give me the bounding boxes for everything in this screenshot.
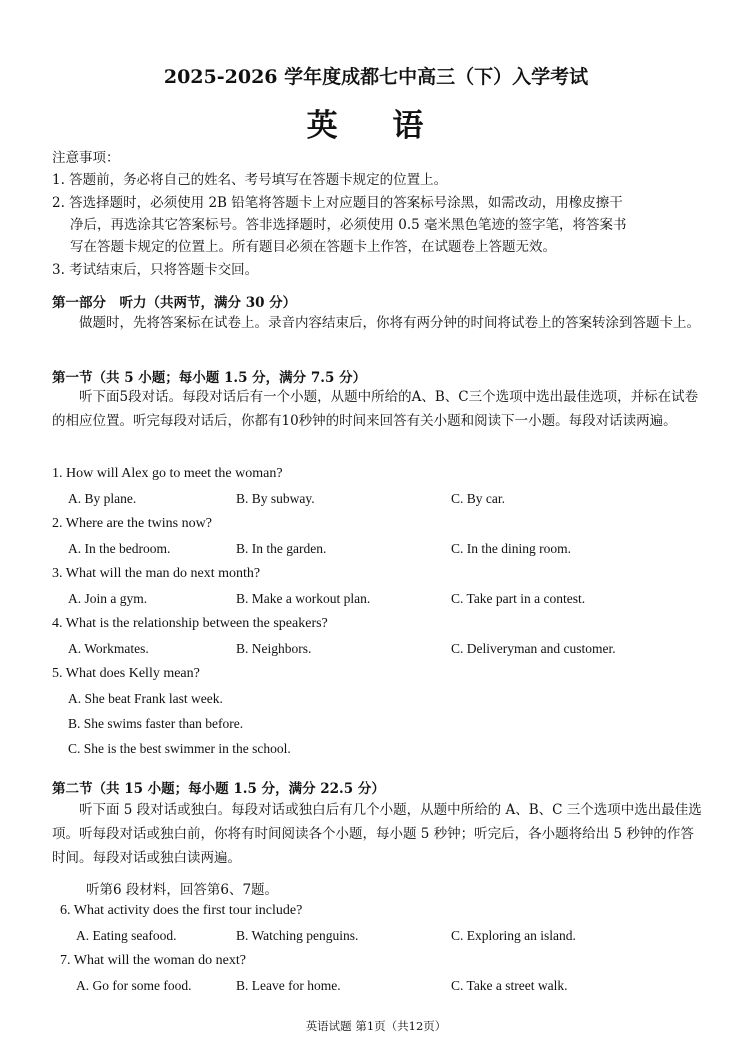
section1-heading: 第一节（共 5 小题；每小题 1.5 分，满分 7.5 分） bbox=[52, 370, 367, 386]
question-3: 3. What will the man do next month? bbox=[52, 566, 261, 581]
q4-option-b: B. Neighbors. bbox=[236, 641, 312, 656]
part1-heading: 第一部分 听力（共两节，满分 30 分） bbox=[52, 295, 297, 311]
question-2: 2. Where are the twins now? bbox=[52, 516, 212, 531]
section2-intro: 听下面 5 段对话或独白。每段对话或独白后有几个小题，从题中所给的 A、B、C 三个选项中选出最佳选项。听每段对话或独白前，你将有时间阅读各个小题，每小题 5 秒钟；听完后，各小题将给出 5 秒钟的作答时间。每段对话或独白读两遍。 bbox=[52, 802, 702, 866]
q3-option-a: A. Join a gym. bbox=[68, 591, 148, 606]
question-4: 4. What is the relationship between the speakers? bbox=[52, 616, 328, 631]
q4-option-a: A. Workmates. bbox=[68, 641, 149, 656]
q5-option-a: A. She beat Frank last week. bbox=[68, 691, 223, 706]
q3-option-b: B. Make a workout plan. bbox=[236, 591, 371, 606]
note-item: 3. 考试结束后，只将答题卡交回。 bbox=[52, 262, 259, 278]
notes-heading: 注意事项： bbox=[52, 150, 120, 166]
subject-title: 英 语 bbox=[306, 108, 446, 144]
q7-option-a: A. Go for some food. bbox=[76, 978, 192, 993]
q1-option-a: A. By plane. bbox=[68, 491, 137, 506]
q6-option-c: C. Exploring an island. bbox=[451, 928, 576, 943]
note-item: 2. 答选择题时，必须使用 2B 铅笔将答题卡上对应题目的答案标号涂黑，如需改动，用橡皮擦干 bbox=[52, 195, 623, 211]
q2-option-a: A. In the bedroom. bbox=[68, 541, 171, 556]
q6-option-a: A. Eating seafood. bbox=[76, 928, 177, 943]
note-item: 1. 答题前，务必将自己的姓名、考号填写在答题卡规定的位置上。 bbox=[52, 172, 448, 188]
q5-option-b: B. She swims faster than before. bbox=[68, 716, 244, 731]
part1-intro: 做题时，先将答案标在试卷上。录音内容结束后，你将有两分钟的时间将试卷上的答案转涂到答题卡上。 bbox=[79, 315, 700, 331]
section1-intro: 听下面5段对话。每段对话后有一个小题，从题中所给的A、B、C三个选项中选出最佳选项，并标在试卷的相应位置。听完每段对话后，你都有10秒钟的时间来回答有关小题和阅读下一小题。每段对话读两遍。 bbox=[52, 389, 699, 429]
q2-option-b: B. In the garden. bbox=[236, 541, 327, 556]
exam-title: 2025-2026 学年度成都七中高三（下）入学考试 bbox=[163, 66, 589, 88]
page-footer: 英语试题 第1页（共12页） bbox=[305, 1019, 447, 1033]
q7-option-b: B. Leave for home. bbox=[236, 978, 341, 993]
q4-option-c: C. Deliveryman and customer. bbox=[451, 641, 616, 656]
question-5: 5. What does Kelly mean? bbox=[52, 666, 200, 681]
question-7: 7. What will the woman do next? bbox=[60, 953, 246, 968]
material-note: 听第6 段材料，回答第6、7题。 bbox=[86, 882, 279, 898]
note-item: 净后，再选涂其它答案标号。答非选择题时，必须使用 0.5 毫米黑色笔迹的签字笔，将答案书 bbox=[70, 217, 627, 233]
note-item: 写在答题卡规定的位置上。所有题目必须在答题卡上作答，在试题卷上答题无效。 bbox=[70, 239, 556, 255]
q5-option-c: C. She is the best swimmer in the school. bbox=[68, 741, 291, 756]
q1-option-c: C. By car. bbox=[451, 491, 505, 506]
q1-option-b: B. By subway. bbox=[236, 491, 315, 506]
q3-option-c: C. Take part in a contest. bbox=[451, 591, 586, 606]
section2-heading: 第二节（共 15 小题；每小题 1.5 分，满分 22.5 分） bbox=[52, 781, 385, 797]
question-1: 1. How will Alex go to meet the woman? bbox=[52, 466, 283, 481]
q2-option-c: C. In the dining room. bbox=[451, 541, 571, 556]
q6-option-b: B. Watching penguins. bbox=[236, 928, 359, 943]
q7-option-c: C. Take a street walk. bbox=[451, 978, 568, 993]
question-6: 6. What activity does the first tour include? bbox=[60, 903, 303, 918]
